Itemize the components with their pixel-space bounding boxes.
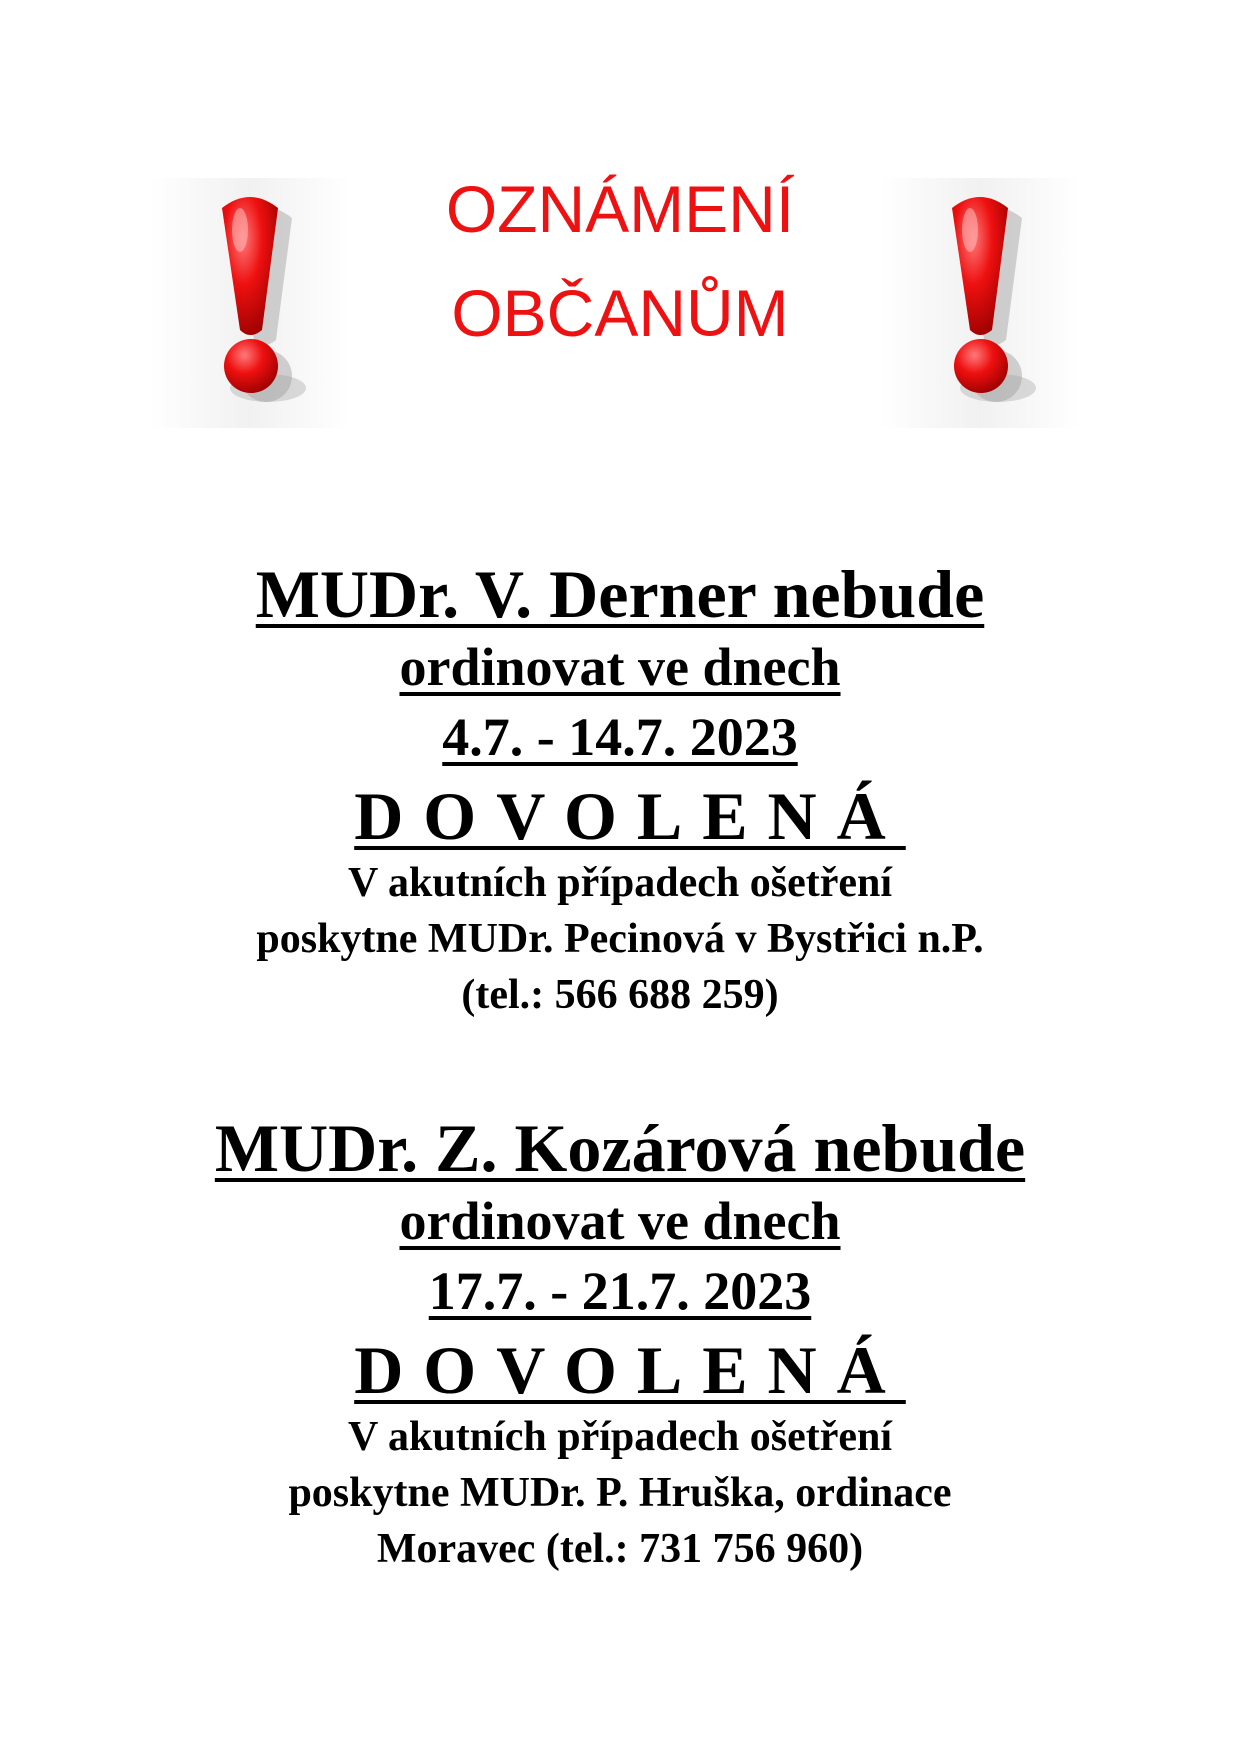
date-range: 4.7. - 14.7. 2023 bbox=[442, 707, 798, 767]
doctor-line bbox=[0, 556, 1240, 640]
reason-line bbox=[0, 1332, 1240, 1416]
info-line-1: V akutních případech ošetření bbox=[347, 1414, 893, 1460]
date-range: 17.7. - 21.7. 2023 bbox=[428, 1261, 812, 1321]
dates-line bbox=[0, 707, 1240, 782]
info-line-2: poskytne MUDr. Pecinová v Bystřici n.P. bbox=[256, 916, 984, 962]
days-label: ordinovat ve dnech bbox=[399, 1191, 841, 1251]
reason-label: DOVOLENÁ bbox=[354, 1332, 906, 1408]
reason-line bbox=[0, 778, 1240, 862]
title-line-2: OBČANŮM bbox=[451, 276, 789, 350]
days-line bbox=[0, 637, 1240, 710]
doctor-name: MUDr. Z. Kozárová nebude bbox=[214, 1110, 1026, 1186]
info-line-3: Moravec (tel.: 731 756 960) bbox=[376, 1526, 864, 1572]
info-line-2: poskytne MUDr. P. Hruška, ordinace bbox=[288, 1470, 952, 1516]
notice-derner bbox=[0, 556, 1240, 1030]
notice-kozarova bbox=[0, 1110, 1240, 1584]
doctor-name: MUDr. V. Derner nebude bbox=[255, 556, 985, 632]
notice-header bbox=[0, 150, 1240, 450]
title-line-1: OZNÁMENÍ bbox=[445, 172, 795, 246]
info-line-1: V akutních případech ošetření bbox=[347, 860, 893, 906]
days-line bbox=[0, 1191, 1240, 1264]
days-label: ordinovat ve dnech bbox=[399, 637, 841, 697]
reason-label: DOVOLENÁ bbox=[354, 778, 906, 854]
phone-line: (tel.: 566 688 259) bbox=[461, 972, 779, 1018]
doctor-line bbox=[0, 1110, 1240, 1194]
dates-line bbox=[0, 1261, 1240, 1336]
exclamation-mark-icon bbox=[880, 178, 1080, 428]
